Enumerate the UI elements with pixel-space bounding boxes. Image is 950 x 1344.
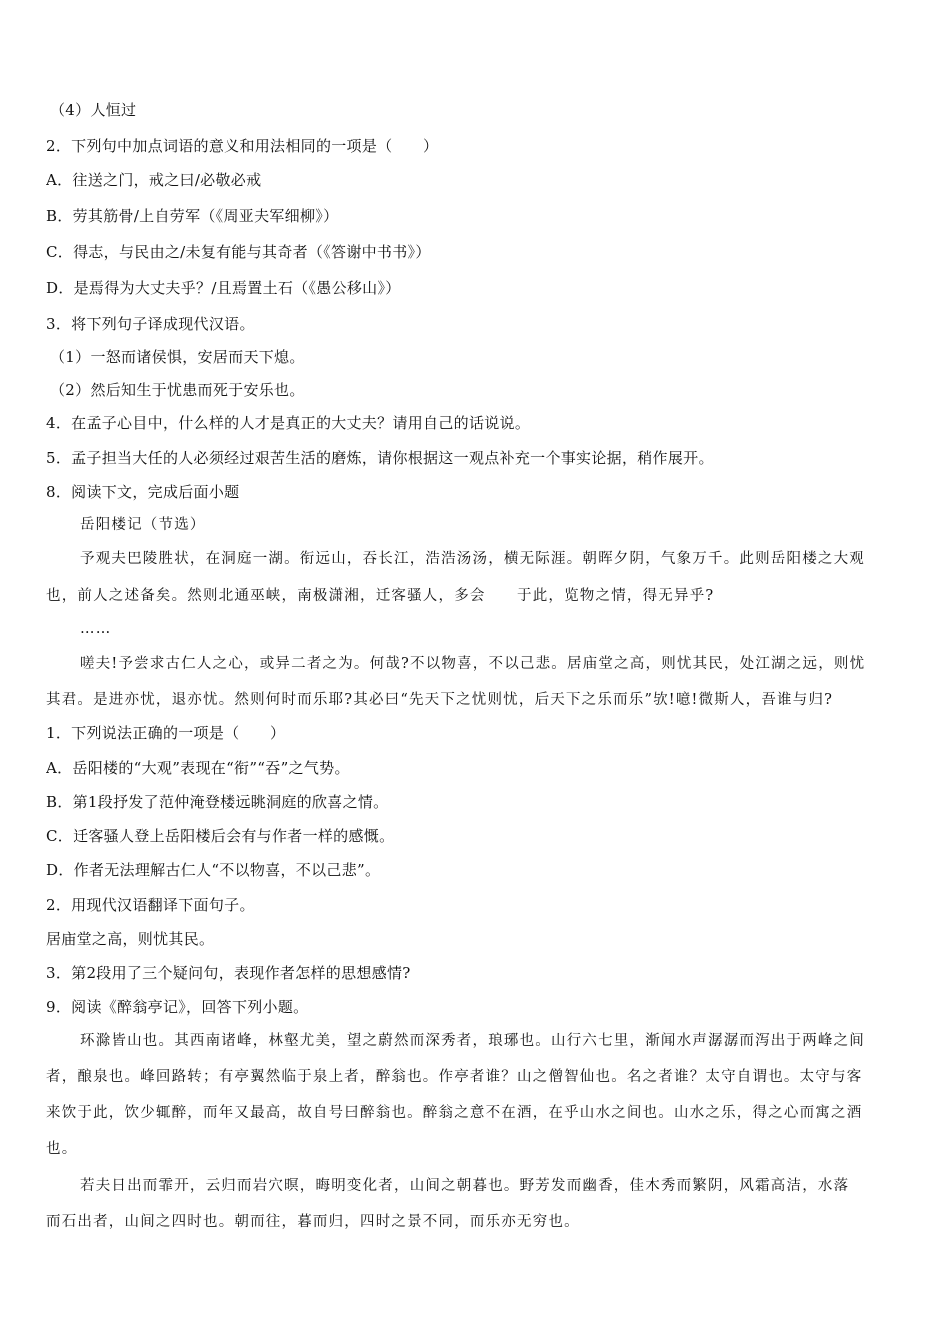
option-c: C．迁客骚人登上岳阳楼后会有与作者一样的感慨。 <box>46 827 395 845</box>
passage-line: 环滁皆山也。其西南诸峰，林壑尤美，望之蔚然而深秀者，琅琊也。山行六七里，渐闻水声潺潺而泻出于两峰之间 <box>80 1033 865 1049</box>
passage-line: 也，前人之述备矣。然则北通巫峡，南极潇湘，迁客骚人，多会 于此，览物之情，得无异乎? <box>46 588 715 604</box>
question-8: 8．阅读下文，完成后面小题 <box>46 483 240 501</box>
question-2: 2．下列句中加点词语的意义和用法相同的一项是（ ） <box>46 137 439 155</box>
option-b: B．第1段抒发了范仲淹登楼远眺洞庭的欣喜之情。 <box>46 793 389 811</box>
passage-line: 也。 <box>46 1141 78 1157</box>
passage-line: 而石出者，山间之四时也。朝而往，暮而归，四时之景不同，而乐亦无穷也。 <box>46 1214 580 1230</box>
passage-line: 来饮于此，饮少辄醉，而年又最高，故自号曰醉翁也。醉翁之意不在酒，在乎山水之间也。山水之乐，得之心而寓之酒 <box>46 1105 863 1121</box>
passage-title: 岳阳楼记（节选） <box>80 517 206 533</box>
passage-line: 其君。是进亦忧，退亦忧。然则何时而乐耶?其必曰“先天下之忧则忧，后天下之乐而乐”欤!噫!微斯人，吾谁与归? <box>46 692 834 708</box>
option-a: A．往送之门，戒之曰/必敬必戒 <box>46 171 262 189</box>
question-5: 5．孟子担当大任的人必须经过艰苦生活的磨炼，请你根据这一观点补充一个事实论据，稍作展开。 <box>46 449 714 467</box>
option-b: B．劳其筋骨/上自劳军（《周亚夫军细柳》） <box>46 207 339 225</box>
sub-question-3: 3．第2段用了三个疑问句，表现作者怎样的思想感情? <box>46 964 411 982</box>
option-c: C．得志，与民由之/未复有能与其奇者（《答谢中书书》） <box>46 243 431 261</box>
sub-question-2: 2．用现代汉语翻译下面句子。 <box>46 896 255 914</box>
sub-question: （1）一怒而诸侯惧，安居而天下熄。 <box>50 348 305 366</box>
option-a: A．岳阳楼的“大观”表现在“衔”“吞”之气势。 <box>46 759 350 777</box>
text-line: （4）人恒过 <box>50 101 137 119</box>
passage-line: 嗟夫!予尝求古仁人之心，或异二者之为。何哉?不以物喜，不以己悲。居庙堂之高，则忧其民，处江湖之远，则忧 <box>80 656 866 672</box>
option-d: D．作者无法理解古仁人“不以物喜，不以己悲”。 <box>46 861 381 879</box>
translate-sentence: 居庙堂之高，则忧其民。 <box>46 930 215 948</box>
passage-line: 者，酿泉也。峰回路转；有亭翼然临于泉上者，醉翁也。作亭者谁？山之僧智仙也。名之者谁？太守自谓也。太守与客 <box>46 1069 863 1085</box>
question-4: 4．在孟子心目中，什么样的人才是真正的大丈夫？请用自己的话说说。 <box>46 414 531 432</box>
sub-question: （2）然后知生于忧患而死于安乐也。 <box>50 381 305 399</box>
ellipsis: …… <box>80 621 112 637</box>
passage-line: 予观夫巴陵胜状，在洞庭一湖。衔远山，吞长江，浩浩汤汤，横无际涯。朝晖夕阴，气象万千。此则岳阳楼之大观 <box>80 551 865 567</box>
question-9: 9．阅读《醉翁亭记》，回答下列小题。 <box>46 998 309 1016</box>
passage-line: 若夫日出而霏开，云归而岩穴暝，晦明变化者，山间之朝暮也。野芳发而幽香，佳木秀而繁阴，风霜高洁，水落 <box>80 1178 850 1194</box>
question-3: 3．将下列句子译成现代汉语。 <box>46 315 255 333</box>
sub-question-1: 1．下列说法正确的一项是（ ） <box>46 724 286 742</box>
option-d: D．是焉得为大丈夫乎？/且焉置土石（《愚公移山》） <box>46 279 401 297</box>
